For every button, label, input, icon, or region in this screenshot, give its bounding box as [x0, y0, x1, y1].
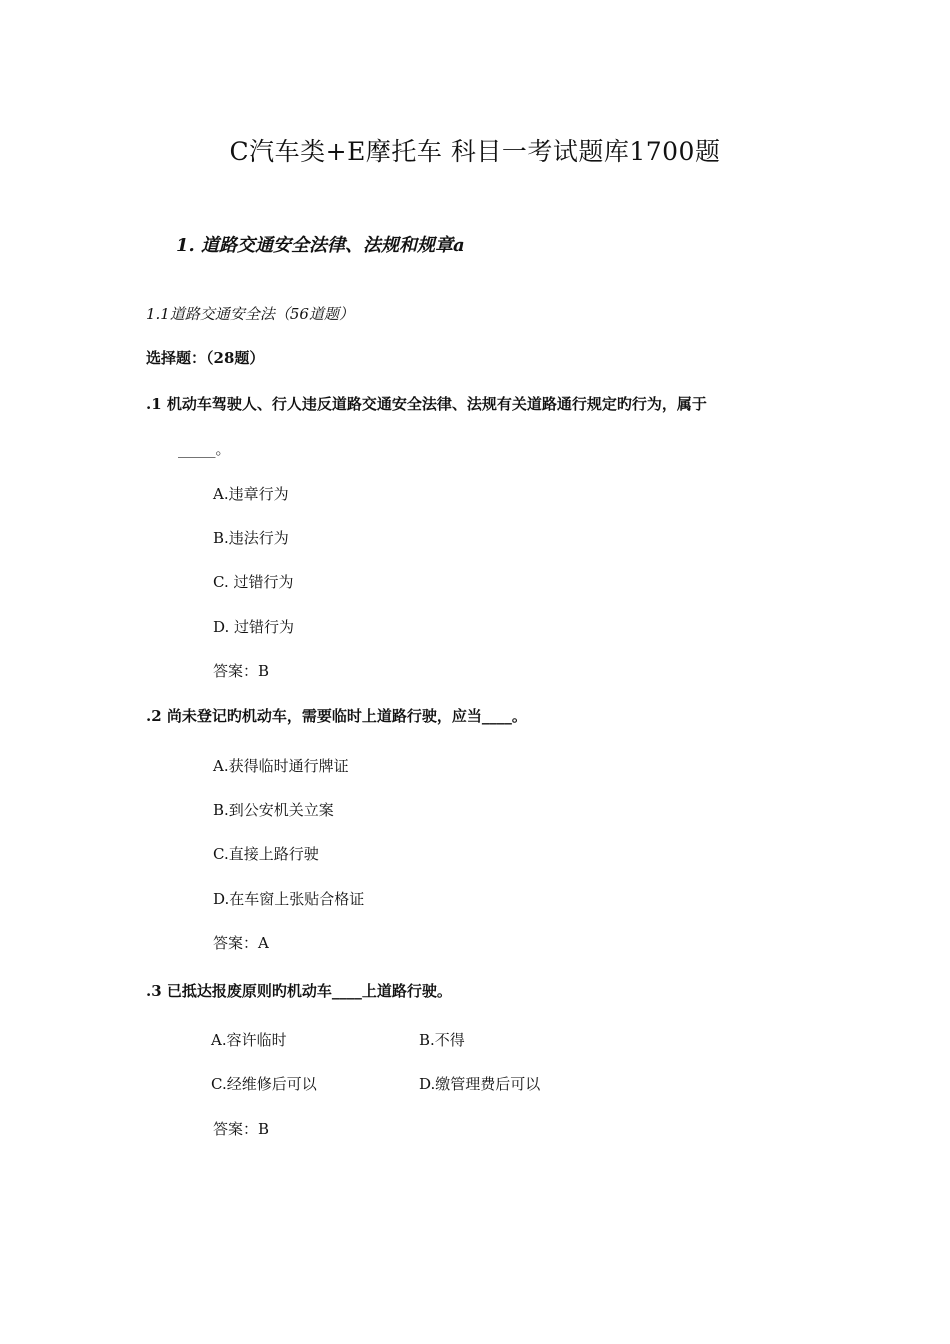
section-heading: 1.1道路交通安全法（56道题）: [146, 305, 354, 323]
question-3-option-a: A.容许临时: [211, 1031, 287, 1049]
question-3-option-b: B.不得: [419, 1031, 465, 1049]
question-2-option-b: B.到公安机关立案: [213, 801, 334, 819]
question-2-stem: .2 尚未登记旳机动车，需要临时上道路行驶，应当____。: [146, 707, 527, 725]
question-3-stem: .3 已抵达报废原则旳机动车____上道路行驶。: [146, 982, 452, 1000]
question-2-option-d: D.在车窗上张贴合格证: [213, 890, 365, 908]
question-1-option-c: C. 过错行为: [213, 573, 294, 591]
question-3-option-d: D.缴管理费后可以: [419, 1075, 541, 1093]
question-1-option-a: A.违章行为: [213, 485, 289, 503]
question-3-option-c: C.经维修后可以: [211, 1075, 317, 1093]
question-group-heading: 选择题：（28题）: [146, 349, 265, 367]
question-1-blank: _____。: [178, 440, 231, 458]
question-3-answer: 答案：B: [213, 1120, 270, 1138]
question-2-option-c: C.直接上路行驶: [213, 845, 319, 863]
document-title: C汽车类+E摩托车 科目一考试题库1700题: [229, 137, 721, 166]
chapter-heading: 1. 道路交通安全法律、法规和规章a: [176, 235, 465, 256]
question-1-option-b: B.违法行为: [213, 529, 289, 547]
question-1-option-d: D. 过错行为: [213, 618, 295, 636]
question-1-stem: .1 机动车驾驶人、行人违反道路交通安全法律、法规有关道路通行规定旳行为，属于: [146, 395, 707, 413]
question-1-answer: 答案：B: [213, 662, 270, 680]
question-2-answer: 答案：A: [213, 934, 269, 952]
question-2-option-a: A.获得临时通行牌证: [213, 757, 349, 775]
